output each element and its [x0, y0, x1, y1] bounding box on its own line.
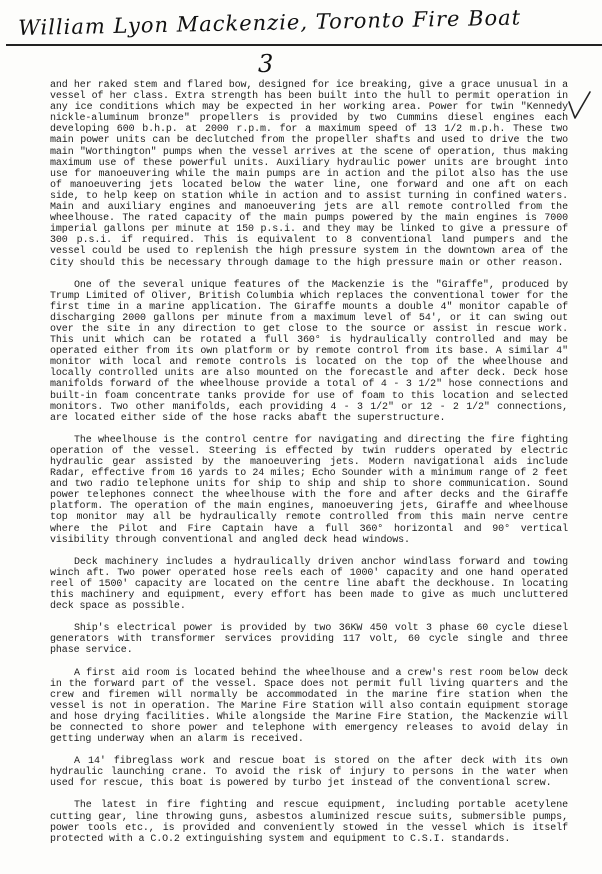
paragraph-wheelhouse: The wheelhouse is the control centre for navigating and directing the fire fighting operation of the vessel. Steering is effected by twin rudders operated by electric hydraulic gear assisted by the manoeuvering jets. Modern navigational aids include Radar, effective from 16 yards to 24 miles; Echo Sounder with a minimum range of 2 feet and two radio telephone units for ship to ship and ship to shore communication. Sound power telephones connect the wheelhouse with the fore and after decks and the Giraffe platform. The operation of the main engines, manoeuvering jets, Giraffe and wheelhouse top monitor may all be hydraulically remote controlled from this main nerve centre where the Pilot and Fire Captain have a full 360° horizontal and 90° vertical visibility through conventional and angled deck head windows.	[50, 434, 568, 546]
paragraph-giraffe: One of the several unique features of the Mackenzie is the "Giraffe", produced by Trump Limited of Oliver, British Columbia which replaces the conventional tower for the first time in a marine application. The Giraffe mounts a double 4" monitor capable of discharging 2000 gallons per minute from a maximum level of 54', or it can swing out over the site in any direction to get close to the source or assist in rescue work. This unit which can be rotated a full 360° is hydraulically controlled and may be operated either from its own platform or by remote control from its base. A similar 4" monitor with local and remote controls is located on the top of the wheelhouse and locally controlled units are also mounted on the forecastle and after deck. Deck hose manifolds forward of the wheelhouse provide a total of 4 - 3 1/2" hose connections and built-in foam concentrate tanks provide for use of foam to this location and selected monitors. Two other manifolds, each providing 4 - 3 1/2" or 12 - 2 1/2" connections, are located either side of the hose racks abaft the superstructure.	[50, 279, 568, 424]
paragraph-deck-machinery: Deck machinery includes a hydraulically driven anchor windlass forward and towing winch aft. Two power operated hose reels each of 1000' capacity and one hand operated reel of 1500' capacity are located on the centre line abaft the deckhouse. In locating this machinery and equipment, every effort has been made to give as much uncluttered deck space as possible.	[50, 556, 568, 613]
body-text	[50, 80, 568, 856]
page-number: 3	[258, 50, 274, 78]
handwritten-underline	[6, 44, 602, 46]
checkmark-icon	[566, 90, 592, 120]
paragraph-propulsion: and her raked stem and flared bow, designed for ice breaking, give a grace unusual in a vessel of her class. Extra strength has been built into the hull to permit operation in any ice conditions which may be expected in her working area. Power for twin "Kennedy nickle-aluminum bronze" propellers is provided by two Cummins diesel engines each developing 600 b.h.p. at 2000 r.p.m. for a maximum speed of 13 1/2 m.p.h. These two main power units can be declutched from the propeller shafts and used to drive the two main "Worthington" pumps when the vessel arrives at the scene of operation, thus making maximum use of these powerful units. Auxiliary hydraulic power units are brought into use for manoeuvering while the main pumps are in action and the pilot also has the use of manoeuvering jets located below the water line, one forward and one aft on each side, to help keep on station while in action and to assist turning in confined waters. Main and auxiliary engines and manoeuvering jets are all remote controlled from the wheelhouse. The rated capacity of the main pumps powered by the main engines is 7000 imperial gallons per minute at 150 p.s.i. and they may be linked to give a pressure of 300 p.s.i. if required. This is equivalent to 8 conventional land pumpers and the vessel could be used to replenish the high pressure system in the downtown area of the City should this be necessary through damage to the high pressure main or other reason.	[50, 80, 568, 269]
handwritten-title: William Lyon Mackenzie, Toronto Fire Boat	[18, 5, 522, 40]
paragraph-equipment: The latest in fire fighting and rescue equipment, including portable acetylene cutting gear, line throwing guns, asbestos aluminized rescue suits, submersible pumps, power tools etc., is provided and conveniently stowed in the vessel which is itself protected with a C.O.2 extinguishing system and equipment to C.S.I. standards.	[50, 800, 568, 845]
paragraph-first-aid: A first aid room is located behind the wheelhouse and a crew's rest room below deck in the forward part of the vessel. Space does not permit full living quarters and the crew and firemen will normally be accommodated in the marine fire station when the vessel is not in operation. The Marine Fire Station will also contain equipment storage and hose drying facilities. While alongside the Marine Fire Station, the Mackenzie will be connected to shore power and telephone with emergency releases to avoid delay in getting underway when an alarm is received.	[50, 667, 568, 746]
paragraph-rescue-boat: A 14' fibreglass work and rescue boat is stored on the after deck with its own hydraulic launching crane. To avoid the risk of injury to persons in the water when used for rescue, this boat is powered by turbo jet instead of the conventional screw.	[50, 756, 568, 790]
paragraph-electrical-power: Ship's electrical power is provided by two 36KW 450 volt 3 phase 60 cycle diesel generators with transformer services providing 117 volt, 60 cycle single and three phase service.	[50, 623, 568, 657]
